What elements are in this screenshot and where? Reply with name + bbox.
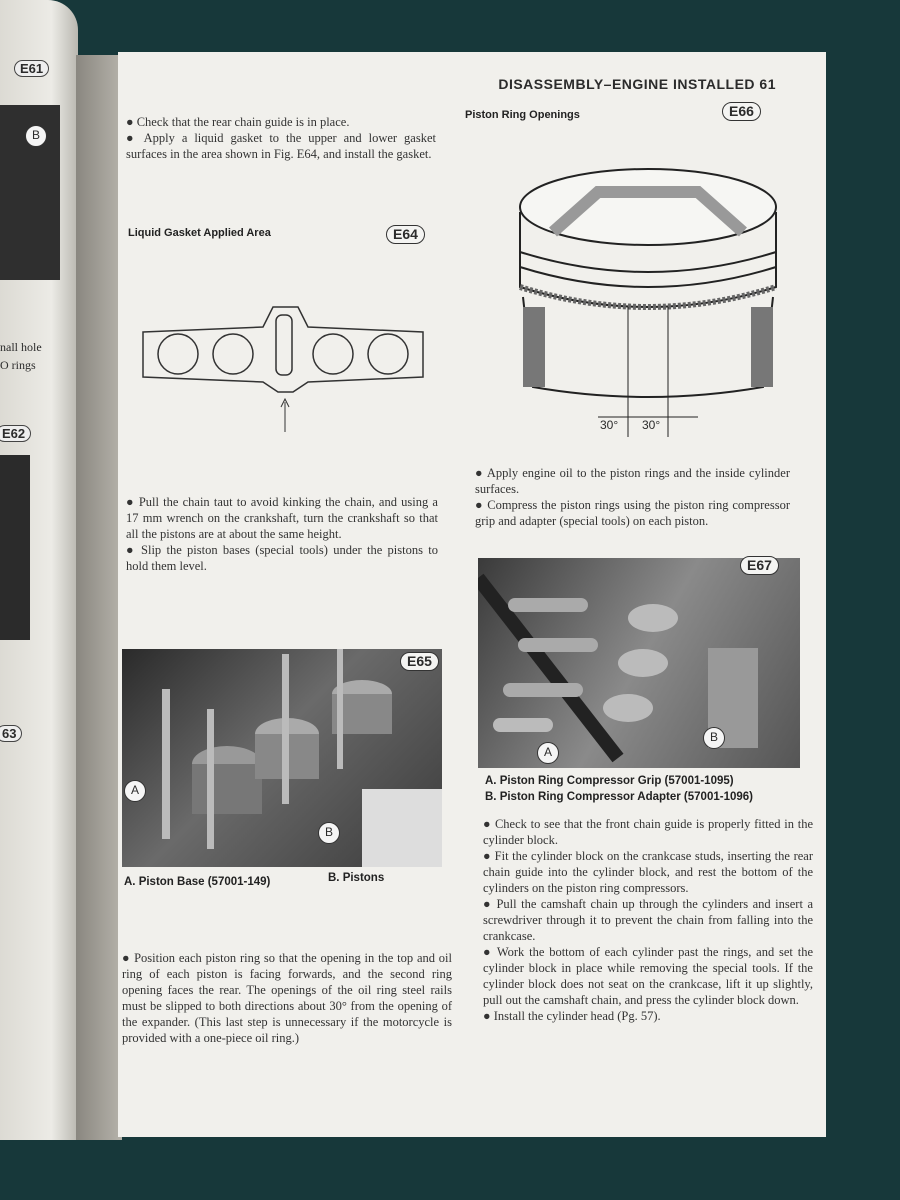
gasket-diagram — [133, 297, 433, 437]
callout-b: B — [25, 125, 47, 147]
figure-label-e67: E67 — [740, 556, 779, 575]
bullet: Work the bottom of each cylinder past the rings, and set the cylinder block in place while removing the special tools. If the cylinder block does not seat on the crankcase, lift it up slightly, pull out the camshaft chain, and press the cylinder block down. — [483, 945, 813, 1007]
ring-instructions: ● Position each piston ring so that the opening in the top and oil ring of each piston is facing forwards, and the second ring opening faces the rear. The openings of the oil ring steel rails must be slipped to both directions about 30° from the opening of the expander. (This last step is unnecessary if the motorcycle is provided with a one-piece oil ring.) — [122, 951, 452, 1045]
photo-e65 — [122, 649, 442, 867]
intro-instructions: ● Check that the rear chain guide is in place. ● Apply a liquid gasket to the upper and lower gasket surfaces in the area shown in Fig. E64, and install the gasket. — [126, 115, 436, 161]
angle-label-left: 30° — [600, 418, 619, 432]
chain-instructions: ● Pull the chain taut to avoid kinking the chain, and using a 17 mm wrench on the crankshaft, turn the crankshaft so that all the pistons are at about the same height. ● Slip the piston bases (special tools) under the pistons to hold them level. — [126, 495, 438, 573]
bullet: Fit the cylinder block on the crankcase studs, inserting the rear chain guide into the cylinder block, and rest the bottom of the cylinders on the piston ring compressors. — [483, 849, 813, 895]
legend-b: B. Pistons — [328, 872, 385, 884]
figure-label-e61: E61 — [14, 60, 49, 77]
page-gutter — [76, 55, 122, 1140]
page-number: 61 — [759, 76, 776, 92]
manual-page — [118, 52, 826, 1137]
bullet: Apply engine oil to the piston rings and the inside cylinder surfaces. — [475, 466, 790, 496]
callout-a: A — [537, 742, 559, 764]
callout-a: A — [124, 780, 146, 802]
previous-page — [0, 0, 78, 1140]
legend-a: A. Piston Base (57001-149) — [124, 876, 271, 888]
figure-caption: Piston Ring Openings — [465, 109, 580, 121]
bullet: Position each piston ring so that the opening in the top and oil ring of each piston is facing forwards, and the second ring opening faces the rear. The openings of the oil ring steel rails must be slipped to both directions about 30° from the opening of the expander. (This last step is unnecessary if the motorcycle is provided with a one-piece oil ring.) — [122, 951, 452, 1045]
callout-b: B — [318, 822, 340, 844]
compressor-illustration — [478, 558, 800, 768]
cylinder-instructions: ● Check to see that the front chain guide is properly fitted in the cylinder block. ● Fit the cylinder block on the crankcase studs, inserting the rear chain guide into the cylinder block, and rest the bottom of the cylinders on the piston ring compressors. ● Pull the camshaft chain up through the cylinders and insert a screwdriver through it to prevent the chain from falling into the crankcase. ● Work the bottom of each cylinder past the rings, and set the cylinder block in place while removing the special tools. If the cylinder block does not seat on the crankcase, lift it up slightly, pull out the camshaft chain, and press the cylinder block down. ● Install the cylinder head (Pg. 57). — [483, 817, 813, 1023]
pistons-illustration — [122, 649, 442, 867]
bullet: Check that the rear chain guide is in place. — [136, 115, 350, 129]
oil-instructions: ● Apply engine oil to the piston rings and the inside cylinder surfaces. ● Compress the piston rings using the piston ring compressor grip and adapter (special tools) on each piston. — [475, 466, 790, 528]
legend-b: B. Piston Ring Compressor Adapter (57001-1096) — [485, 791, 753, 803]
bullet: Pull the camshaft chain up through the cylinders and insert a screwdriver through it to prevent the chain from falling into the crankcase. — [483, 897, 813, 943]
bullet: Compress the piston rings using the piston ring compressor grip and adapter (special tools) on each piston. — [475, 498, 790, 528]
text-line: nall hole — [0, 340, 42, 354]
section-title: DISASSEMBLY–ENGINE INSTALLED — [498, 76, 756, 92]
figure-label-63: 63 — [0, 725, 22, 742]
photo-e67 — [478, 558, 800, 768]
photo — [0, 455, 30, 640]
figure-caption: Liquid Gasket Applied Area — [128, 227, 271, 239]
figure-label-e62: E62 — [0, 425, 31, 442]
angle-label-right: 30° — [642, 418, 661, 432]
text-line: O rings — [0, 358, 36, 372]
bullet: Slip the piston bases (special tools) under the pistons to hold them level. — [126, 543, 438, 573]
legend-a: A. Piston Ring Compressor Grip (57001-1095) — [485, 775, 734, 787]
bullet: Check to see that the front chain guide is properly fitted in the cylinder block. — [483, 817, 813, 847]
bullet: Pull the chain taut to avoid kinking the chain, and using a 17 mm wrench on the crankshaft, turn the crankshaft so that all the pistons are at about the same height. — [126, 495, 438, 541]
figure-label-e66: E66 — [722, 102, 761, 121]
bullet: Apply a liquid gasket to the upper and lower gasket surfaces in the area shown in Fig. E64, and install the gasket. — [126, 131, 436, 161]
figure-label-e64: E64 — [386, 225, 425, 244]
figure-label-e65: E65 — [400, 652, 439, 671]
callout-b: B — [703, 727, 725, 749]
piston-diagram — [498, 157, 798, 447]
page-header — [498, 76, 776, 92]
bullet: Install the cylinder head (Pg. 57). — [493, 1009, 661, 1023]
